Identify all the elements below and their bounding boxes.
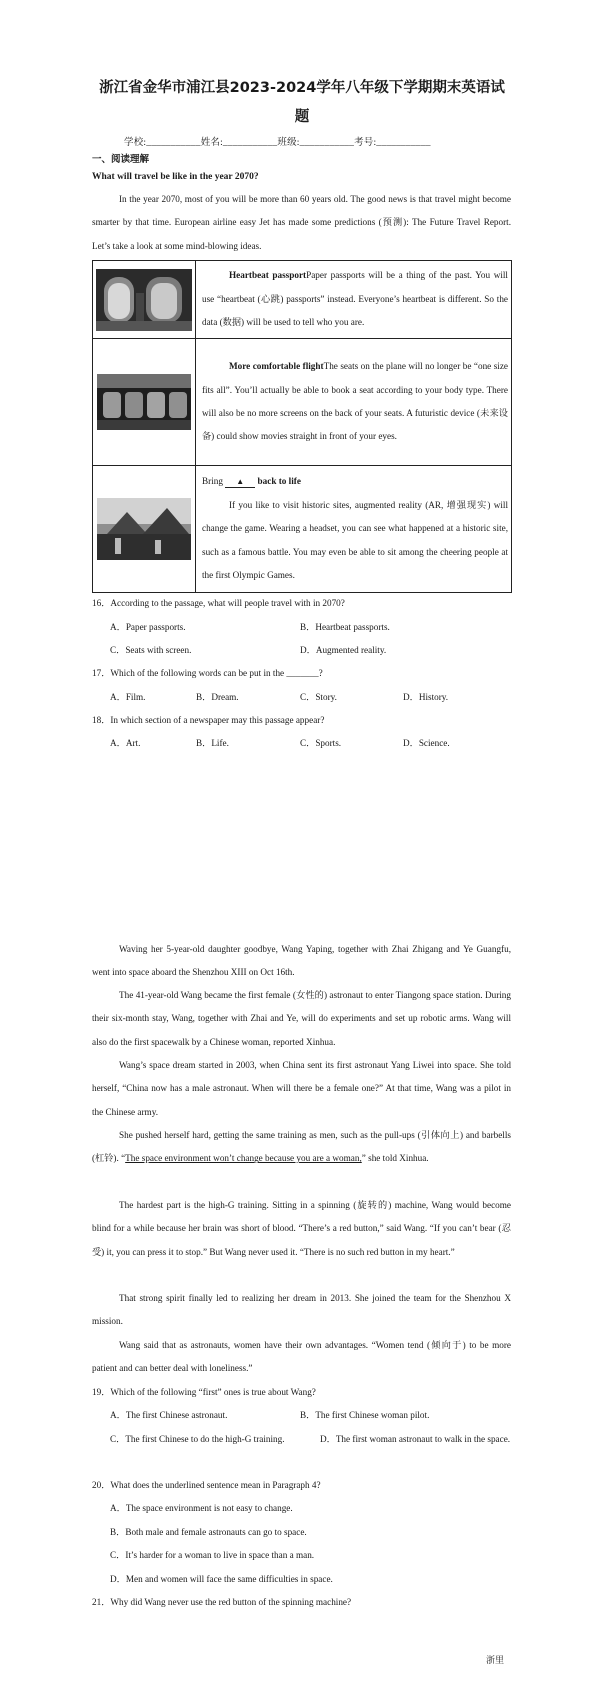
passage2-paragraph-5: The hardest part is the high-G training. Sitting in a spinning (旋转的) machine, Wang would become blind for a while because her brain was short of blood. “There’s a red button,” said Wang. “If you can’t bear (忍受) it, you can press it to stop.” But Wang never used it. “There is no such red button in my heart.” bbox=[92, 1200, 511, 1257]
answer-blank: ▲ bbox=[225, 477, 255, 488]
comfortable-flight-photo bbox=[97, 374, 191, 430]
q20-option-b[interactable]: B．Both male and female astronauts can go to space. bbox=[110, 1527, 307, 1537]
passage1-heading: What will travel be like in the year 2070? bbox=[92, 172, 259, 182]
page-footer-mark: 浙里 bbox=[486, 1656, 505, 1666]
passport-photo-cell bbox=[93, 261, 196, 339]
q16-option-c[interactable]: C．Seats with screen. bbox=[110, 645, 192, 655]
augmented-reality-photo bbox=[97, 498, 191, 560]
comfortable-flight-text: More comfortable flightThe seats on the plane will no longer be “one size fits all”. You’ll actually be able to book a seat according to your body type. There will also be no more screens on the back of your seats. A futuristic device (未来设备) could show movies straight in front of your eyes. bbox=[196, 339, 512, 466]
ar-photo-cell bbox=[93, 466, 196, 593]
table-row bbox=[93, 466, 512, 593]
heartbeat-passport-photo bbox=[96, 269, 192, 331]
page-title: 浙江省金华市浦江县2023-2024学年八年级下学期期末英语试 题 bbox=[99, 80, 505, 125]
q16-option-b[interactable]: B．Heartbeat passports. bbox=[300, 622, 390, 632]
q17-option-b[interactable]: B．Dream. bbox=[196, 692, 239, 702]
underlined-sentence: The space environment won’t change because you are a woman, bbox=[125, 1153, 362, 1164]
passage2-paragraph-4: She pushed herself hard, getting the same training as men, such as the pull-ups (引体向上) and barbells (杠铃). “The space environment won’t change because you are a woman,” she told Xinhua. bbox=[92, 1130, 511, 1164]
passage2-paragraph-6: That strong spirit finally led to realizing her dream in 2013. She joined the team for the Shenzhou X mission. bbox=[92, 1293, 511, 1327]
passage2-paragraph-3: Wang’s space dream started in 2003, when China sent its first astronaut Yang Liwei into space. She told herself, “China now has a male astronaut. When will there be a female one?” At that time, Wang was a pilot in the Chinese army. bbox=[92, 1060, 511, 1117]
q17-option-a[interactable]: A．Film. bbox=[110, 692, 146, 702]
passage2-paragraph-7: Wang said that as astronauts, women have their own advantages. “Women tend (倾向于) to be more patient and can better deal with loneliness.” bbox=[92, 1340, 511, 1374]
question-20: 20．What does the underlined sentence mean in Paragraph 4? bbox=[92, 1480, 321, 1490]
q19-option-d[interactable]: D．The first woman astronaut to walk in the space. bbox=[320, 1434, 511, 1444]
student-info-line: 学校:___________姓名:___________班级:___________考号:___________ bbox=[124, 138, 431, 148]
q18-option-a[interactable]: A．Art. bbox=[110, 738, 141, 748]
q20-option-d[interactable]: D．Men and women will face the same difficulties in space. bbox=[110, 1574, 333, 1584]
q18-option-d[interactable]: D．Science. bbox=[403, 738, 450, 748]
flight-photo-cell bbox=[93, 339, 196, 466]
heartbeat-passport-text: Heartbeat passportPaper passports will be a thing of the past. You will use “heartbeat (心跳) passports” instead. Everyone’s heartbeat is different. So the data (数据) will be used to tell who you are. bbox=[196, 261, 512, 339]
passage1-intro: In the year 2070, most of you will be more than 60 years old. The good news is that travel might become smarter by that time. European airline easy Jet has made some predictions (预测): The Future Travel Report. Let’s take a look at some mind-blowing ideas. bbox=[92, 194, 511, 251]
q17-option-d[interactable]: D．History. bbox=[403, 692, 449, 702]
passage2-paragraph-1: Waving her 5-year-old daughter goodbye, Wang Yaping, together with Zhai Zhigang and Ye Guangfu, went into space aboard the Shenzhou XIII on Oct 16th. bbox=[92, 944, 511, 978]
question-19: 19．Which of the following “first” ones is true about Wang? bbox=[92, 1387, 316, 1397]
q19-option-b[interactable]: B．The first Chinese woman pilot. bbox=[300, 1410, 430, 1420]
travel-predictions-table bbox=[92, 260, 512, 593]
question-18: 18．In which section of a newspaper may this passage appear? bbox=[92, 715, 325, 725]
question-17: 17．Which of the following words can be put in the _______? bbox=[92, 668, 323, 678]
q16-option-d[interactable]: D．Augmented reality. bbox=[300, 645, 387, 655]
passage2-paragraph-2: The 41-year-old Wang became the first female (女性的) astronaut to enter Tiangong space station. During their six-month stay, Wang, together with Zhai and Ye, will do experiments and set up robotic arms. Wang will also do the first spacewalk by a Chinese woman, reported Xinhua. bbox=[92, 990, 511, 1047]
table-row bbox=[93, 339, 512, 466]
q18-option-b[interactable]: B．Life. bbox=[196, 738, 229, 748]
q16-option-a[interactable]: A．Paper passports. bbox=[110, 622, 186, 632]
table-row bbox=[93, 261, 512, 339]
q20-option-c[interactable]: C．It’s harder for a woman to live in space than a man. bbox=[110, 1550, 315, 1560]
q19-option-c[interactable]: C．The first Chinese to do the high-G training. bbox=[110, 1434, 285, 1444]
q19-option-a[interactable]: A．The first Chinese astronaut. bbox=[110, 1410, 228, 1420]
q17-option-c[interactable]: C．Story. bbox=[300, 692, 337, 702]
question-21: 21．Why did Wang never use the red button of the spinning machine? bbox=[92, 1597, 352, 1607]
section-heading: 一、阅读理解 bbox=[92, 154, 150, 165]
question-16: 16．According to the passage, what will people travel with in 2070? bbox=[92, 598, 345, 608]
ar-history-text: Bring ▲ back to life If you like to visit historic sites, augmented reality (AR, 增强现实) will change the game. Wearing a headset, you can see what happened at a historic site, such as a famous battle. You may even be able to sit among the cheering people at the first Olympic Games. bbox=[196, 466, 512, 593]
q20-option-a[interactable]: A．The space environment is not easy to change. bbox=[110, 1503, 293, 1513]
q18-option-c[interactable]: C．Sports. bbox=[300, 738, 342, 748]
